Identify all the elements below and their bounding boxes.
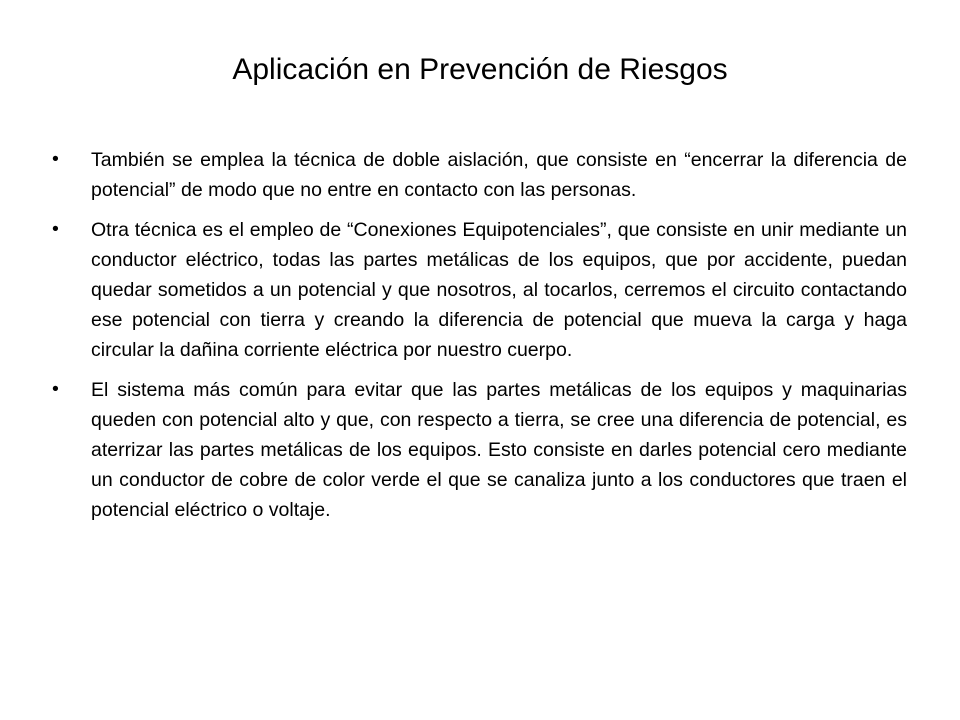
slide-title: Aplicación en Prevención de Riesgos bbox=[232, 53, 728, 86]
bullet-item bbox=[52, 375, 907, 525]
bullet-item bbox=[52, 145, 907, 205]
bullet-dot-icon: • bbox=[52, 148, 59, 170]
bullet-text: Otra técnica es el empleo de “Conexiones Equipotenciales”, que consiste en unir mediante un conductor eléctrico, todas las partes metálicas de los equipos, que por accidente, puedan quedar sometidos a un potencial y que nosotros, al tocarlos, cerremos el circuito contactando ese potencial con tierra y creando la diferencia de potencial que mueva la carga y haga circular la dañina corriente eléctrica por nuestro cuerpo. bbox=[91, 219, 907, 361]
bullet-text: El sistema más común para evitar que las partes metálicas de los equipos y maquinarias queden con potencial alto y que, con respecto a tierra, se cree una diferencia de potencial, es aterrizar las partes metálicas de los equipos. Esto consiste en darles potencial cero mediante un conductor de cobre de color verde el que se canaliza junto a los conductores que traen el potencial eléctrico o voltaje. bbox=[91, 379, 907, 521]
bullet-list bbox=[52, 145, 907, 535]
bullet-dot-icon: • bbox=[52, 378, 59, 400]
bullet-dot-icon: • bbox=[52, 218, 59, 240]
bullet-item bbox=[52, 215, 907, 365]
bullet-text: También se emplea la técnica de doble aislación, que consiste en “encerrar la diferencia de potencial” de modo que no entre en contacto con las personas. bbox=[91, 149, 907, 201]
